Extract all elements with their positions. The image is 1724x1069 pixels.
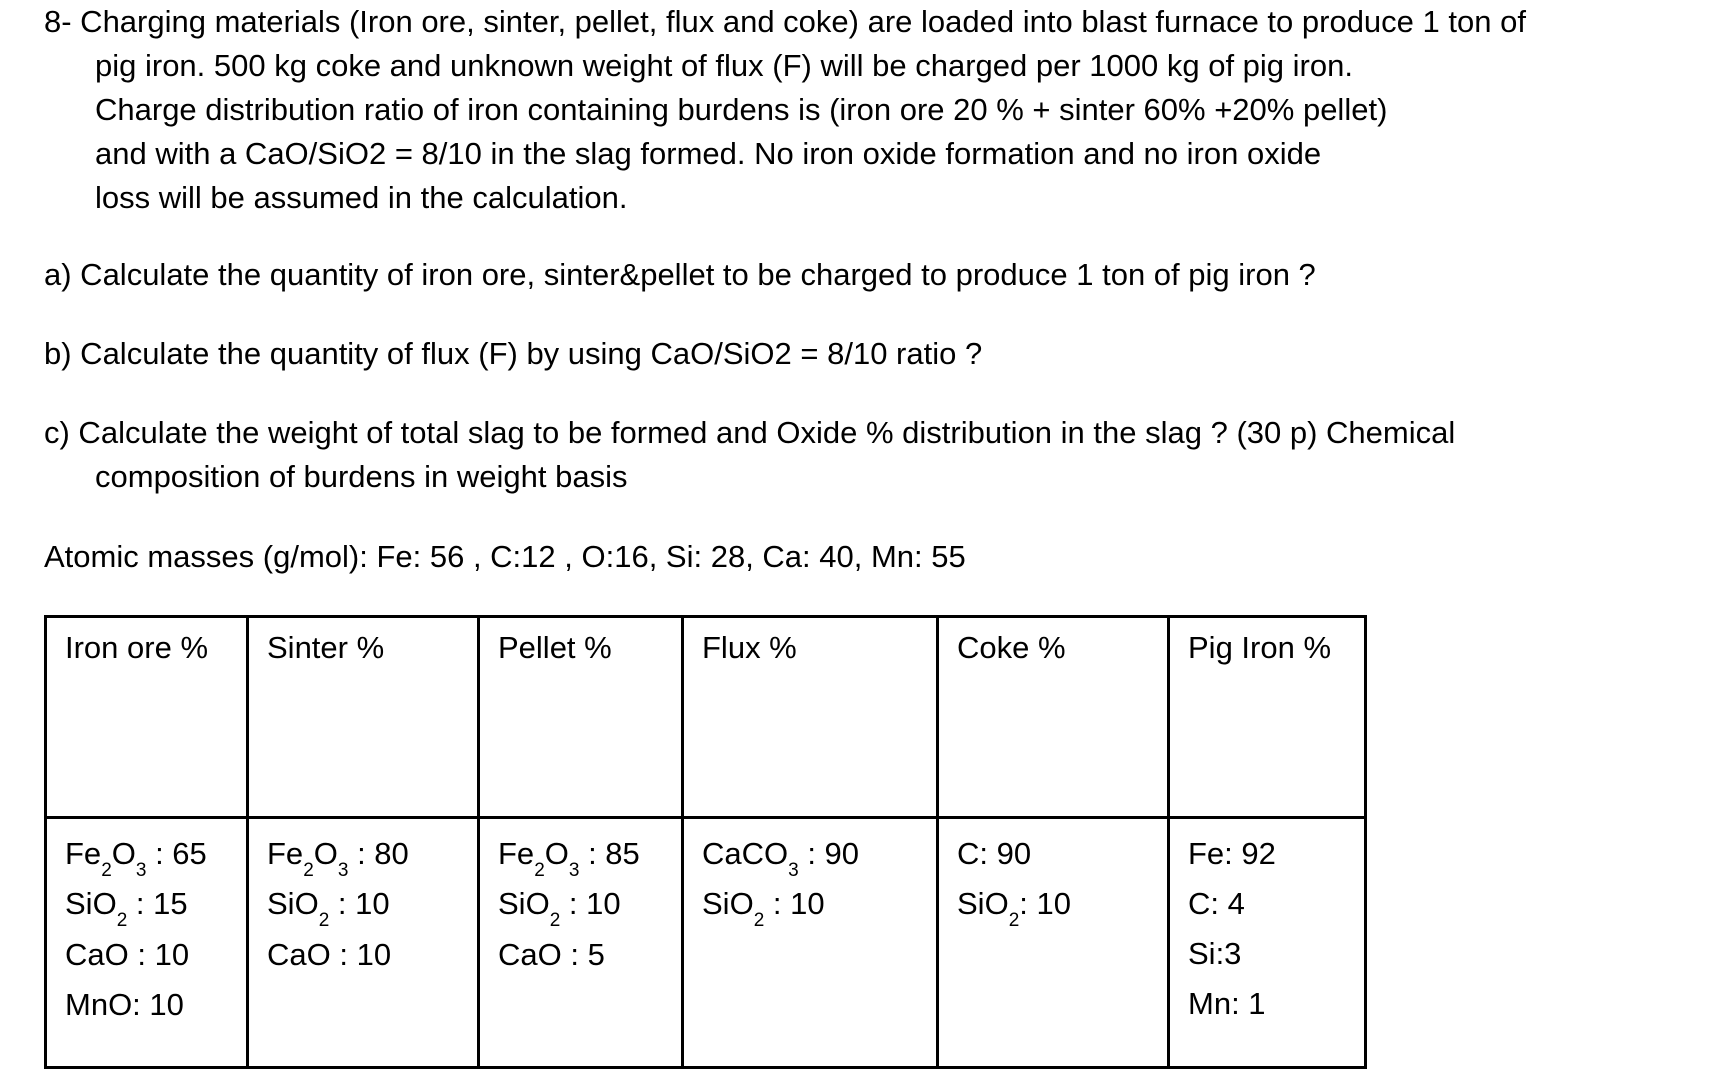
flux-sio2 — [702, 879, 916, 930]
sinter-fe2o3 — [267, 829, 457, 879]
value: : 15 — [127, 886, 188, 921]
header-coke: Coke % — [938, 617, 1169, 818]
subscript: 3 — [337, 860, 349, 881]
value: : 10 — [329, 886, 390, 921]
question-a-text: a) Calculate the quantity of iron ore, sinter&pellet to be charged to produce 1 ton of pig iron ? — [44, 257, 1316, 292]
subscript: 3 — [788, 860, 799, 881]
question-c-text: c) Calculate the weight of total slag to be formed and Oxide % distribution in the slag ? (30 p) Chemical — [44, 415, 1456, 450]
formula-part: O — [544, 836, 569, 871]
value: : 65 — [146, 836, 207, 871]
coke-sio2 — [957, 879, 1147, 929]
subscript: 2 — [303, 860, 314, 881]
formula-part: Fe — [65, 836, 102, 871]
formula-part: O — [111, 836, 136, 871]
pellet-fe2o3 — [498, 829, 661, 879]
value: : 80 — [348, 836, 409, 871]
iron-ore-mno: MnO: 10 — [65, 987, 184, 1022]
question-c — [44, 411, 1455, 499]
subscript: 3 — [568, 860, 580, 881]
formula-part: SiO — [498, 886, 550, 921]
formula-part: O — [313, 836, 338, 871]
iron-ore-fe2o3 — [65, 829, 226, 879]
subscript: 2 — [753, 910, 765, 931]
problem-line: and with a CaO/SiO2 = 8/10 in the slag formed. No iron oxide formation and no iron oxide — [95, 136, 1322, 171]
header-sinter: Sinter % — [248, 617, 479, 818]
pellet-sio2 — [498, 879, 661, 930]
iron-ore-cao: CaO : 10 — [65, 937, 190, 972]
question-c-text: composition of burdens in weight basis — [95, 459, 628, 494]
question-a — [44, 253, 1316, 297]
subscript: 2 — [1008, 910, 1020, 931]
subscript: 2 — [549, 910, 561, 931]
subscript: 3 — [135, 860, 147, 881]
problem-line: loss will be assumed in the calculation. — [95, 180, 628, 215]
coke-c: C: 90 — [957, 836, 1032, 871]
cell-coke — [938, 818, 1169, 1068]
table-composition-row — [46, 818, 1366, 1068]
cell-sinter — [248, 818, 479, 1068]
cell-pellet — [479, 818, 683, 1068]
header-flux: Flux % — [683, 617, 938, 818]
value: : 10 — [764, 886, 825, 921]
subscript: 2 — [534, 860, 545, 881]
header-iron-ore: Iron ore % — [46, 617, 248, 818]
pig-iron-mn: Mn: 1 — [1188, 986, 1266, 1021]
composition-table — [44, 615, 1367, 1069]
atomic-masses — [44, 535, 966, 579]
formula-part: SiO — [702, 886, 754, 921]
question-b — [44, 332, 982, 376]
problem-line: pig iron. 500 kg coke and unknown weight of flux (F) will be charged per 1000 kg of pig iron. — [95, 48, 1353, 83]
cell-iron-ore — [46, 818, 248, 1068]
value: : 90 — [798, 836, 860, 871]
formula-part: SiO — [957, 886, 1009, 921]
formula-part: Fe — [267, 836, 304, 871]
iron-ore-sio2 — [65, 879, 226, 930]
header-pig-iron: Pig Iron % — [1169, 617, 1366, 818]
subscript: 2 — [116, 910, 128, 931]
cell-flux — [683, 818, 938, 1068]
problem-statement — [44, 0, 1526, 220]
formula-part: SiO — [267, 886, 319, 921]
flux-caco3 — [702, 829, 916, 879]
cell-pig-iron — [1169, 818, 1366, 1068]
formula-part: CaCO — [702, 836, 789, 871]
pig-iron-c: C: 4 — [1188, 886, 1245, 921]
subscript: 2 — [318, 910, 330, 931]
sinter-sio2 — [267, 879, 457, 930]
sinter-cao: CaO : 10 — [267, 937, 392, 972]
problem-line: 8- Charging materials (Iron ore, sinter, pellet, flux and coke) are loaded into blast furnace to produce 1 ton of — [44, 4, 1526, 39]
table-header-row — [46, 617, 1366, 818]
header-pellet: Pellet % — [479, 617, 683, 818]
pig-iron-fe: Fe: 92 — [1188, 836, 1276, 871]
subscript: 2 — [101, 860, 112, 881]
value: : 10 — [1019, 886, 1071, 921]
question-b-text: b) Calculate the quantity of flux (F) by using CaO/SiO2 = 8/10 ratio ? — [44, 336, 983, 371]
value: : 85 — [579, 836, 640, 871]
pellet-cao: CaO : 5 — [498, 937, 605, 972]
value: : 10 — [560, 886, 621, 921]
formula-part: SiO — [65, 886, 117, 921]
atomic-masses-text: Atomic masses (g/mol): Fe: 56 , C:12 , O:16, Si: 28, Ca: 40, Mn: 55 — [44, 539, 966, 574]
problem-line: Charge distribution ratio of iron containing burdens is (iron ore 20 % + sinter 60% +20% pellet) — [95, 92, 1388, 127]
formula-part: Fe — [498, 836, 535, 871]
pig-iron-si: Si:3 — [1188, 936, 1242, 971]
